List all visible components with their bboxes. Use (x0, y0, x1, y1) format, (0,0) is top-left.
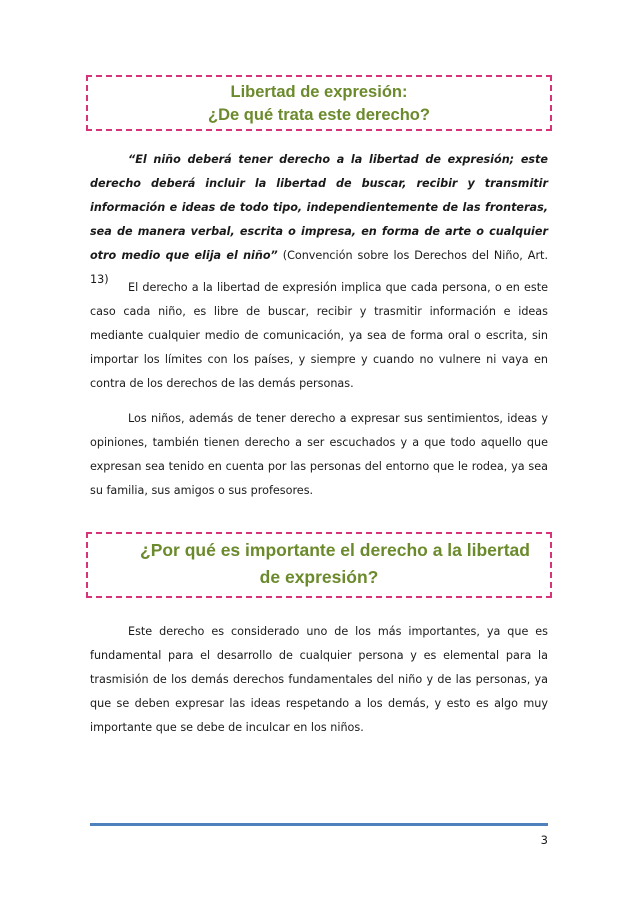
quote-text: “El niño deberá tener derecho a la libertad de expresión; este derecho deberá incluir la libertad de buscar, recibir y transmitir información e ideas de todo tipo, independientemente de las fronteras, sea de manera verbal, escrita o impresa, en forma de arte o cualquier otro medio que elija el niño” (90, 153, 548, 262)
section-heading-box (86, 75, 552, 131)
quote-paragraph (90, 148, 548, 292)
section-heading-line: ¿Por qué es importante el derecho a la libertad (140, 540, 530, 560)
footer-divider (90, 823, 548, 826)
section-heading-line: de expresión? (259, 567, 379, 587)
page-number: 3 (540, 833, 548, 847)
body-paragraph: El derecho a la libertad de expresión implica que cada persona, o en este caso cada niño, es libre de buscar, recibir y trasmitir información e ideas mediante cualquier medio de comunicación, ya sea de forma oral o escrita, sin importar los límites con los países, y siempre y cuando no vulnere ni vaya en contra de los derechos de las demás personas. (90, 281, 548, 390)
body-paragraph: Los niños, además de tener derecho a expresar sus sentimientos, ideas y opiniones, también tienen derecho a ser escuchados y a que todo aquello que expresan sea tenido en cuenta por las personas del entorno que le rodea, ya sea su familia, sus amigos o sus profesores. (90, 412, 548, 497)
section-heading-box (86, 532, 552, 598)
body-paragraph: Este derecho es considerado uno de los más importantes, ya que es fundamental para el desarrollo de cualquier persona y es elemental para la trasmisión de los demás derechos fundamentales del niño y de las personas, ya que se deben expresar las ideas respetando a los demás, y esto es algo muy importante que se debe de inculcar en los niños. (90, 625, 548, 734)
section-heading-subtitle: ¿De qué trata este derecho? (208, 106, 430, 124)
quote-citation: (Convención sobre los Derechos del Niño, Art. 13) (90, 249, 549, 286)
section-heading-title: Libertad de expresión: (230, 83, 408, 101)
